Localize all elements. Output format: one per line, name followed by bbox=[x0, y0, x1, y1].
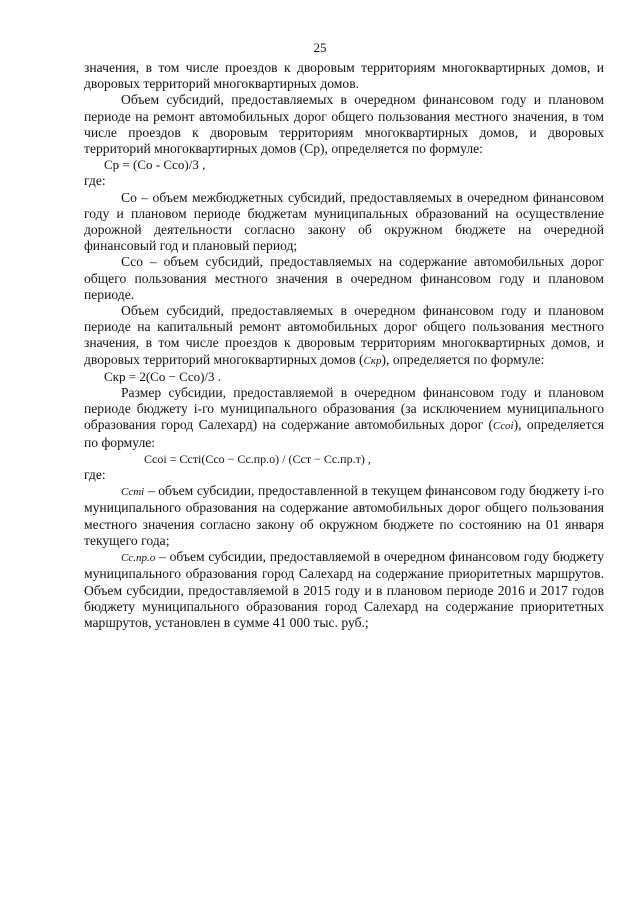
formula-cp: Ср = (Со - Ссо)/3 , bbox=[104, 157, 206, 173]
paragraph-capital-repair bbox=[84, 303, 604, 369]
definition-cspro-text: – объем субсидии, предоставляемой в очередном финансовом году бюджету муниципального образования город Салехард на содержание приоритетных маршрутов. Объем субсидии, предоставляемой в 2015 году и в плановом периоде 2016 и 2017 годов бюджету муниципального образования город Салехард на содержание приоритетных маршрутов, установлен в сумме 41 000 тыс. руб.; bbox=[84, 549, 604, 630]
definition-cspro bbox=[84, 549, 604, 631]
paragraph-subsidy-size bbox=[84, 385, 604, 451]
definition-co: Со – объем межбюджетных субсидий, предоставляемых в очередном финансовом году и плановом периоде бюджетам муниципальных образований на осуществление дорожной деятельности согласно закону об окружном бюджете на очередной финансовый год и плановый период; bbox=[84, 189, 604, 254]
definition-cco: Ссо – объем субсидий, предоставляемых на содержание автомобильных дорог общего пользования местного значения в очередном финансовом году и плановом периоде. bbox=[84, 254, 604, 302]
symbol-ckr: Cкр bbox=[363, 354, 382, 367]
where-label-1: где: bbox=[84, 173, 106, 189]
formula-ckr: Cкр = 2(Со − Cсо)/3 . bbox=[104, 368, 222, 384]
paragraph-capital-repair-text: Объем субсидий, предоставляемых в очередном финансовом году и плановом периоде на капитальный ремонт автомобильных дорог общего пользования местного значения, в том числе проездов к дворовым территориям многоквартирных домов, и дворовых территорий многоквартирных домов ( bbox=[84, 303, 604, 367]
paragraph-subsidy-size-tail: ), определяется по формуле: bbox=[84, 417, 604, 450]
page-content bbox=[84, 60, 604, 631]
paragraph-capital-repair-tail: ), определяется по формуле: bbox=[381, 351, 545, 367]
paragraph-1: значения, в том числе проездов к дворовым территориям многоквартирных домов, и дворовых территорий многоквартирных домов. bbox=[84, 60, 604, 92]
definition-csti bbox=[84, 483, 604, 549]
symbol-cspro: Cс.пр.о bbox=[121, 552, 156, 565]
formula-csoi: Cсоi = Cстi(Cсо − Cс.пр.о) / (Cст − Cс.пр.т) , bbox=[144, 451, 371, 466]
symbol-csoi: Cсоi bbox=[493, 420, 514, 433]
paragraph-subsidy-size-text: Размер субсидии, предоставляемой в очередном финансовом году и плановом периоде бюджету i-го муниципального образования (за исключением муниципального образования город Салехард) на содержание автомобильных дорог ( bbox=[84, 385, 604, 433]
symbol-csti: Cстi bbox=[121, 486, 145, 499]
definition-csti-text: – объем субсидии, предоставленной в текущем финансовом году бюджету i-го муниципального образования на содержание автомобильных дорог общего пользования местного значения согласно закону об окружном бюджете по состоянию на 01 января текущего года; bbox=[84, 483, 604, 548]
page-number: 25 bbox=[313, 40, 327, 55]
where-label-2: где: bbox=[84, 467, 106, 483]
paragraph-2: Объем субсидий, предоставляемых в очередном финансовом году и плановом периоде на ремонт автомобильных дорог общего пользования местного значения, в том числе проездов к дворовым территориям многоквартирных домов, и дворовых территорий многоквартирных домов (Ср), определяется по формуле: bbox=[84, 92, 604, 157]
